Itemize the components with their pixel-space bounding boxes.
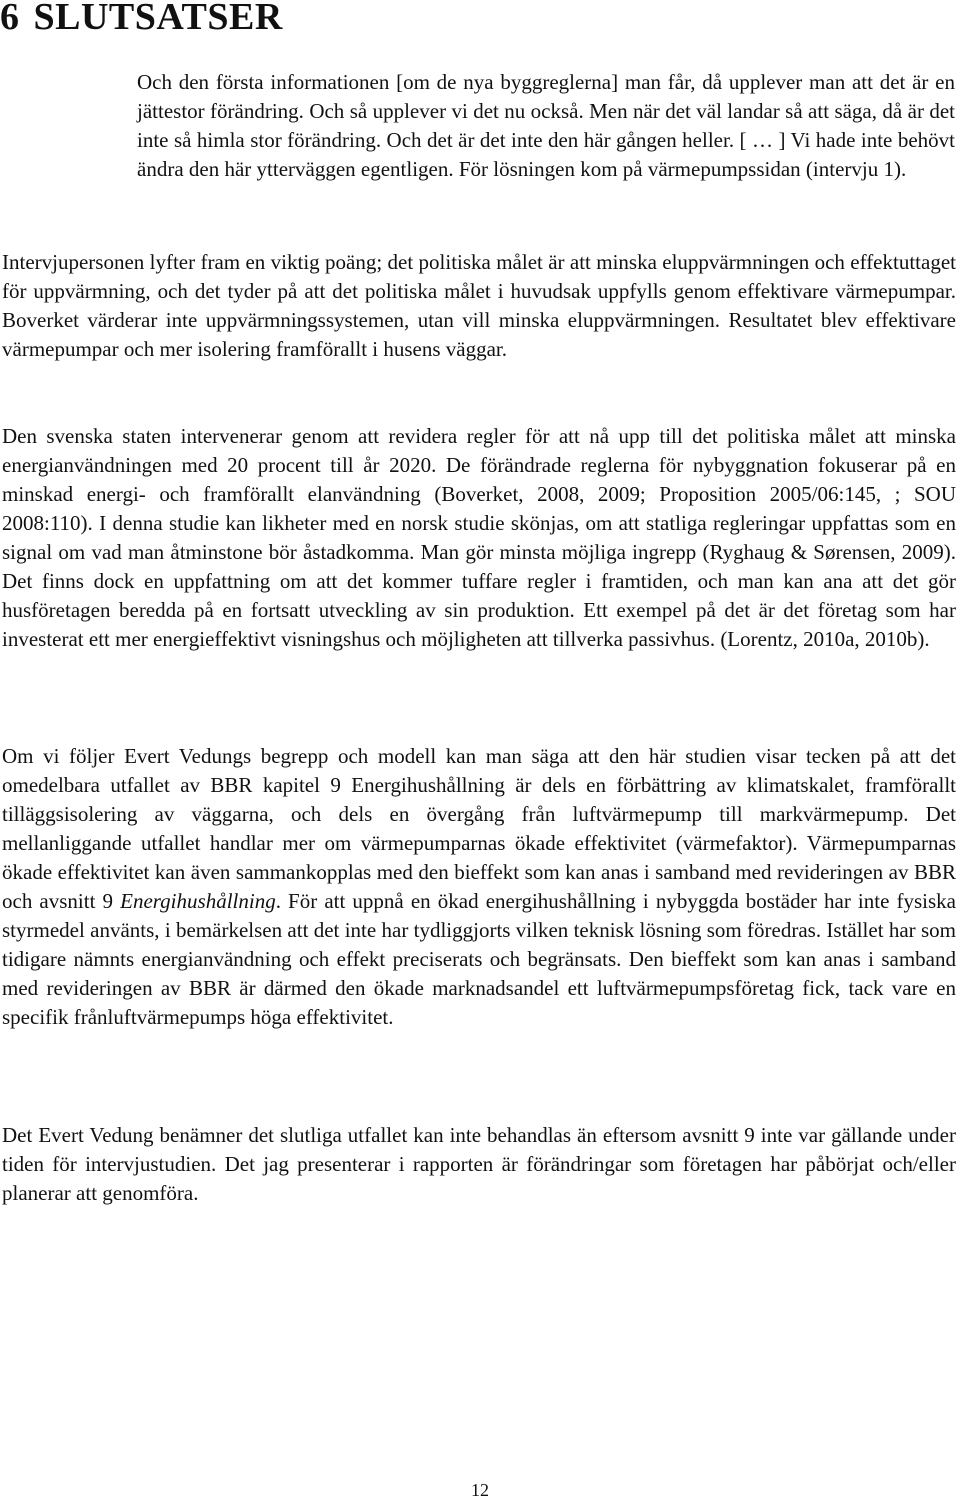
section-title: SLUTSATSER bbox=[33, 0, 283, 38]
paragraph-3-text-b: . För att uppnå en ökad energihushållning i nybyggda bostäder har inte fysiska styrmedel använts, i bemärkelsen att det inte har tydliggjorts vilken teknisk lösning som föredras. Istället har som tidigare nämnts energianvändning och effekt preciserats och begränsats. Den bieffekt som kan anas i samband med revideringen av BBR är därmed den ökade marknadsandel ett luftvärmepumpsföretag fick, tack vare en specifik frånluftvärmepumps höga effektivitet. bbox=[2, 889, 956, 1029]
paragraph-1: Intervjupersonen lyfter fram en viktig poäng; det politiska målet är att minska eluppvärmningen och effektuttaget för uppvärmning, och det tyder på att det politiska målet i huvudsak uppfylls genom effektivare värmepumpar. Boverket värderar inte uppvärmningssystemen, utan vill minska eluppvärmningen. Resultatet blev effektivare värmepumpar och mer isolering framförallt i husens väggar. bbox=[2, 250, 956, 361]
section-number: 6 bbox=[0, 0, 20, 38]
page-number: 12 bbox=[471, 1480, 489, 1500]
paragraph-4: Det Evert Vedung benämner det slutliga utfallet kan inte behandlas än eftersom avsnitt 9 inte var gällande under tiden för intervjustudien. Det jag presenterar i rapporten är förändringar som företagen har påbörjat och/eller planerar att genomföra. bbox=[2, 1123, 956, 1205]
section-heading bbox=[0, 0, 283, 40]
paragraph-3 bbox=[2, 742, 956, 1032]
paragraph-2: Den svenska staten intervenerar genom att revidera regler för att nå upp till det politiska målet att minska energianvändningen med 20 procent till år 2020. De förändrade reglerna för nybyggnation fokuserar på en minskad energi- och framförallt elanvändning (Boverket, 2008, 2009; Proposition 2005/06:145, ; SOU 2008:110). I denna studie kan likheter med en norsk studie skönjas, om att statliga regleringar uppfattas som en signal om vad man åtminstone bör åstadkomma. Man gör minsta möjliga ingrepp (Ryghaug & Sørensen, 2009). Det finns dock en uppfattning om att det kommer tuffare regler i framtiden, och man kan ana att det gör husföretagen beredda på en fortsatt utveckling av sin produktion. Ett exempel på det är det företag som har investerat ett mer energieffektivt visningshus och möjligheten att tillverka passivhus. (Lorentz, 2010a, 2010b). bbox=[2, 424, 956, 651]
paragraph-3-italic-term: Energihushållning bbox=[120, 889, 276, 913]
interview-quote: Och den första informationen [om de nya byggreglerna] man får, då upplever man att det är en jättestor förändring. Och så upplever vi det nu också. Men när det väl landar så att säga, då är det inte så himla stor förändring. Och det är det inte den här gången heller. [ … ] Vi hade inte behövt ändra den här ytterväggen egentligen. För lösningen kom på värmepumpssidan (intervju 1). bbox=[137, 70, 955, 181]
paragraph-3-text-a: Om vi följer Evert Vedungs begrepp och modell kan man säga att den här studien visar tecken på att det omedelbara utfallet av BBR kapitel 9 Energihushållning är dels en förbättring av klimatskalet, framförallt tilläggsisolering av väggarna, och dels en övergång från luftvärmepump till markvärmepump. Det mellanliggande utfallet handlar mer om värmepumparnas ökade effektivitet (värmefaktor). Värmepumparnas ökade effektivitet kan även sammankopplas med den bieffekt som kan anas i samband med revideringen av BBR och avsnitt 9 bbox=[2, 744, 956, 913]
